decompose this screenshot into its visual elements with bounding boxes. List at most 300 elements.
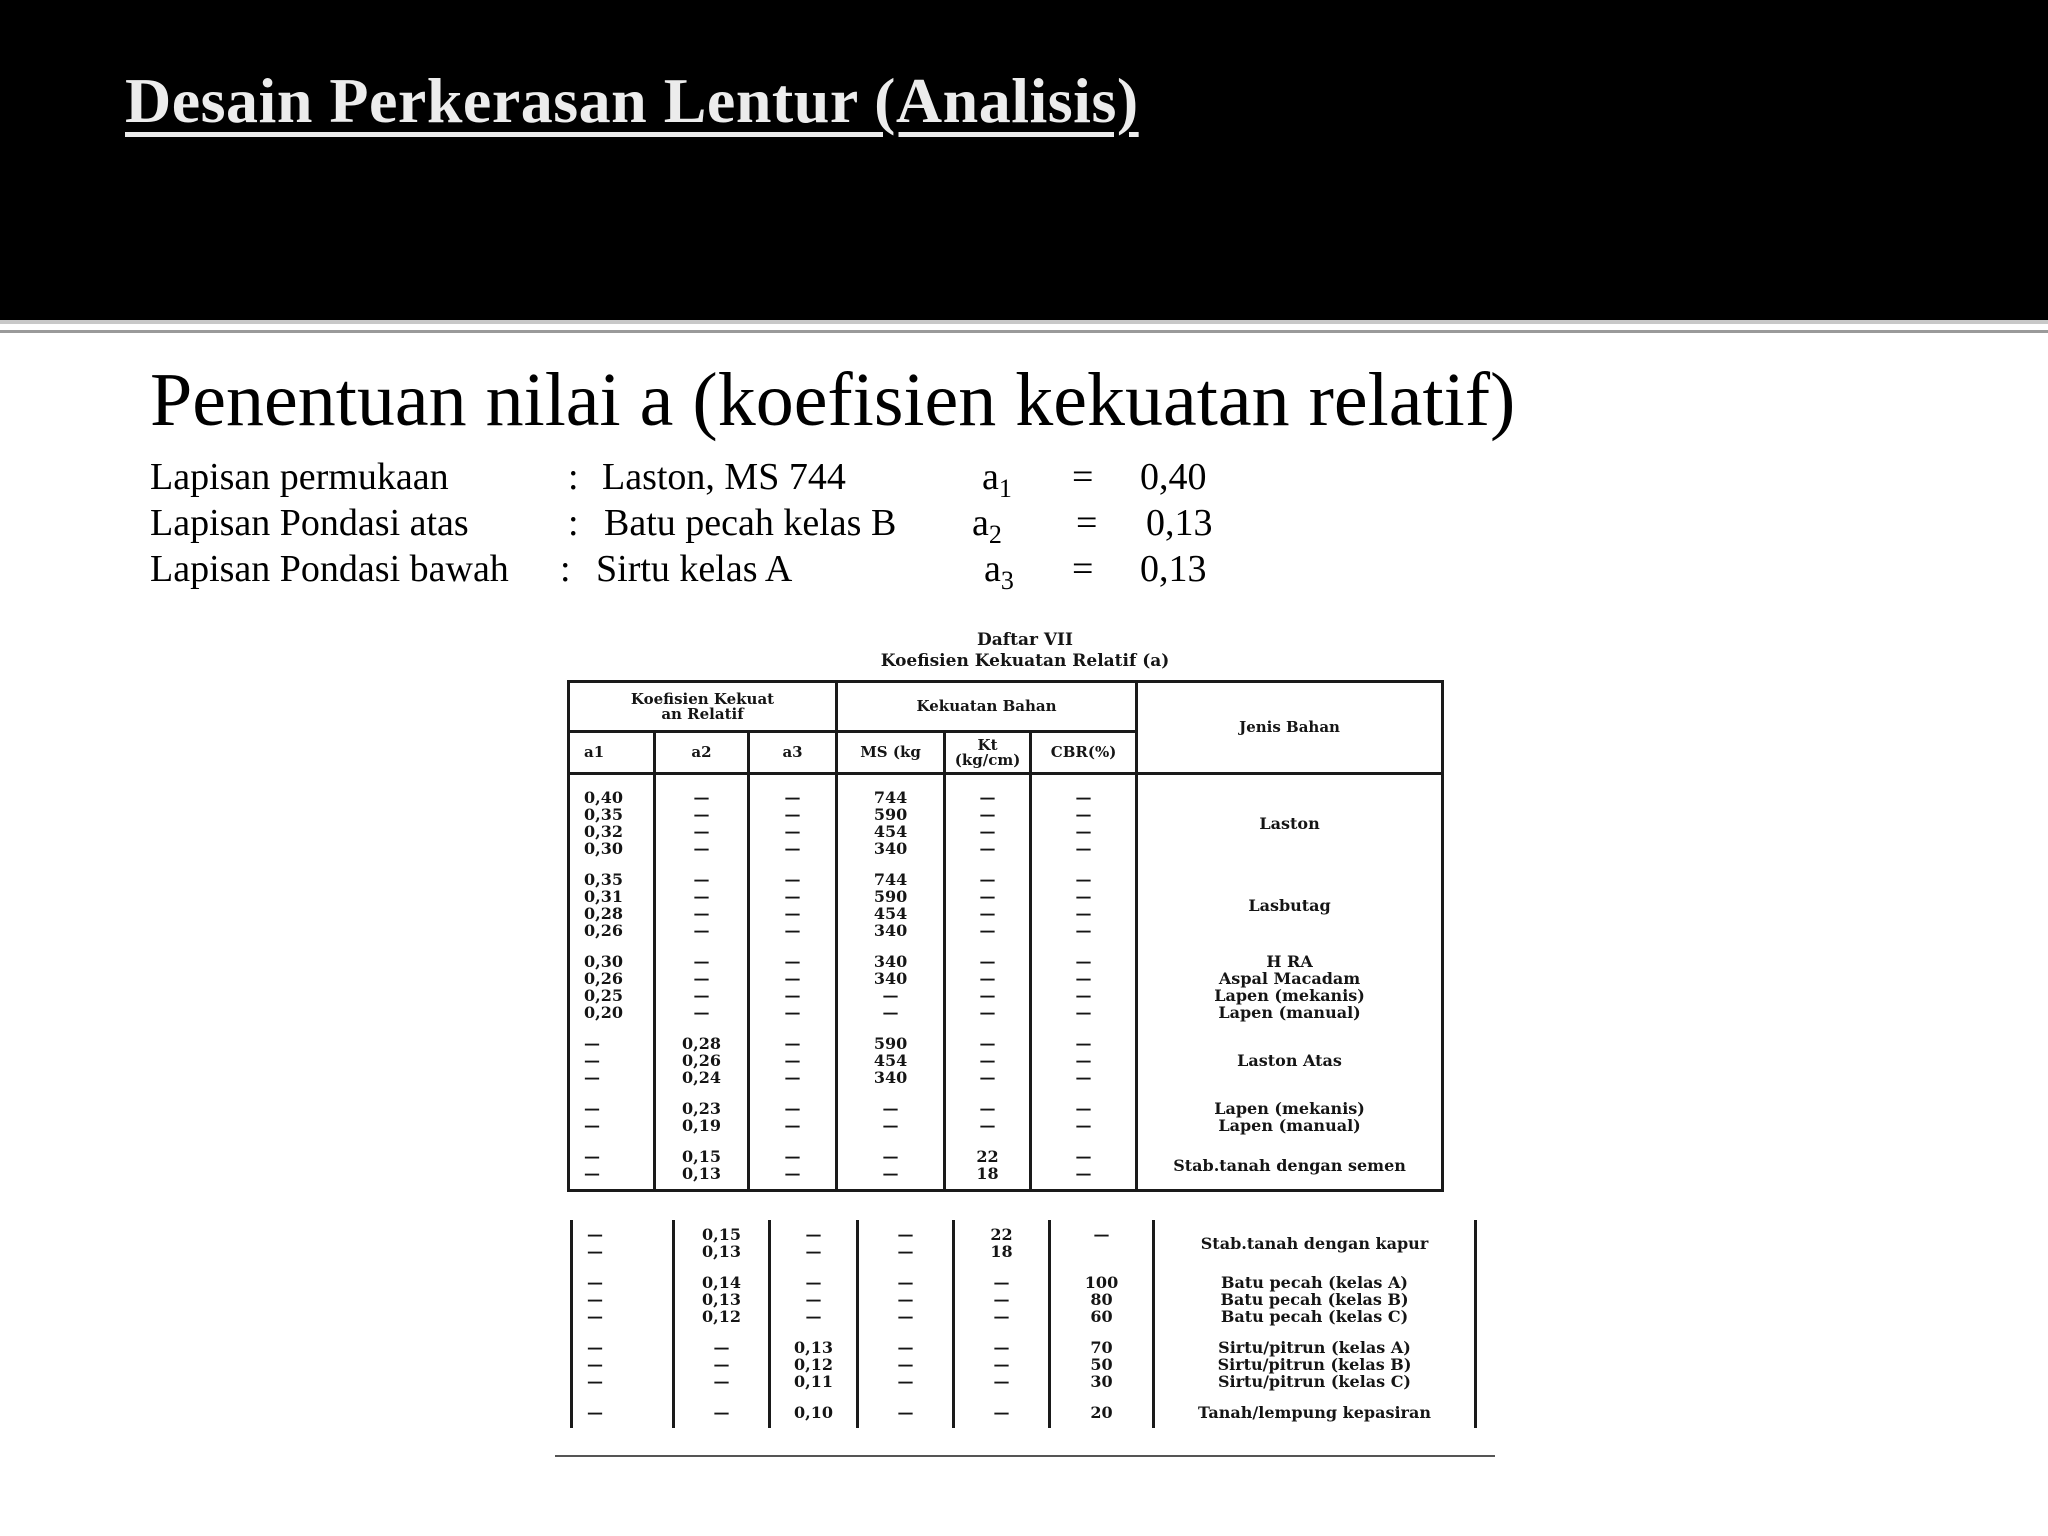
cell-value: — — [979, 822, 996, 841]
cell-value: 70 — [1090, 1338, 1113, 1357]
cell-value: — — [1075, 822, 1092, 841]
cell-a1 — [572, 1332, 674, 1397]
spec-equals: = — [1076, 502, 1098, 544]
cell-value: — — [1093, 1225, 1110, 1244]
cell-cbr — [1031, 1028, 1137, 1093]
cell-ms — [837, 864, 945, 946]
cell-value: — — [784, 887, 801, 906]
header-ms: MS (kg — [837, 732, 945, 774]
cell-value: — — [993, 1307, 1010, 1326]
spec-layer: Lapisan Pondasi bawah — [150, 548, 509, 590]
cell-value: 50 — [1090, 1355, 1113, 1374]
cell-value: Batu pecah (kelas B) — [1220, 1290, 1409, 1309]
spec-symbol-letter: a — [984, 548, 1001, 590]
cell-a3 — [749, 946, 837, 1028]
cell-a1 — [569, 946, 655, 1028]
cell-a2 — [655, 864, 749, 946]
cell-value: 340 — [873, 969, 908, 988]
cell-value: 0,26 — [584, 969, 623, 988]
cell-ms — [858, 1332, 954, 1397]
cell-value: — — [693, 952, 710, 971]
cell-value: 0,11 — [794, 1372, 833, 1391]
cell-value: — — [784, 1116, 801, 1135]
cell-value: — — [979, 904, 996, 923]
header-divider-secondary — [0, 330, 2048, 333]
cell-value: 0,25 — [584, 986, 623, 1005]
cell-value: — — [897, 1242, 914, 1261]
cell-value: 0,40 — [584, 788, 623, 807]
cell-value: — — [693, 839, 710, 858]
cell-value: 0,15 — [702, 1225, 741, 1244]
cell-value: — — [1075, 952, 1092, 971]
cell-value: Batu pecah (kelas C) — [1220, 1307, 1409, 1326]
cell-value: — — [897, 1307, 914, 1326]
cell-value: — — [993, 1273, 1010, 1292]
cell-value: — — [882, 1116, 899, 1135]
cell-jenis — [1137, 774, 1443, 865]
cell-value: 0,30 — [584, 952, 623, 971]
header-a3: a3 — [749, 732, 837, 774]
cell-kt — [945, 774, 1031, 865]
cell-value: — — [587, 1338, 603, 1357]
table-row — [572, 1332, 1476, 1397]
cell-value: — — [584, 1116, 600, 1135]
cell-a2 — [674, 1397, 770, 1428]
cell-value: — — [784, 1051, 801, 1070]
cell-value: — — [1075, 1099, 1092, 1118]
cell-a1 — [569, 1093, 655, 1141]
cell-value: — — [693, 887, 710, 906]
cell-value: — — [587, 1290, 603, 1309]
cell-jenis — [1137, 864, 1443, 946]
cell-kt — [945, 864, 1031, 946]
cell-value: — — [979, 788, 996, 807]
cell-a3 — [749, 1028, 837, 1093]
cell-jenis — [1137, 1141, 1443, 1191]
cell-value: — — [784, 1034, 801, 1053]
cell-value: — — [713, 1338, 730, 1357]
cell-value: — — [993, 1355, 1010, 1374]
spec-value: 0,40 — [1140, 456, 1207, 498]
cell-value: — — [1075, 870, 1092, 889]
cell-value: — — [805, 1290, 822, 1309]
spec-separator: : — [560, 548, 571, 590]
cell-value: — — [587, 1242, 603, 1261]
cell-value: — — [1075, 887, 1092, 906]
cell-jenis — [1154, 1397, 1476, 1428]
cell-value: 454 — [873, 904, 908, 923]
section-heading: Penentuan nilai a (koefisien kekuatan relatif) — [150, 358, 1516, 442]
cell-value: Stab.tanah dengan kapur — [1200, 1233, 1429, 1253]
cell-value: — — [805, 1242, 822, 1261]
cell-kt — [954, 1267, 1050, 1332]
cell-a3 — [770, 1220, 858, 1267]
table-row — [569, 1141, 1443, 1191]
cell-value: 100 — [1084, 1273, 1119, 1292]
cell-ms — [858, 1267, 954, 1332]
cell-value: — — [1075, 1068, 1092, 1087]
cell-value: — — [784, 805, 801, 824]
cell-value: — — [1075, 805, 1092, 824]
header-text: Koefisien Kekuat — [630, 689, 775, 708]
cell-value: — — [584, 1051, 600, 1070]
cell-value: 0,10 — [794, 1403, 833, 1422]
header-a1: a1 — [569, 732, 655, 774]
header-a2: a2 — [655, 732, 749, 774]
cell-value: — — [587, 1273, 603, 1292]
cell-a2 — [655, 774, 749, 865]
cell-value: — — [979, 969, 996, 988]
cell-a3 — [770, 1267, 858, 1332]
cell-value: — — [713, 1372, 730, 1391]
cell-value: 0,26 — [584, 921, 623, 940]
cell-value: 340 — [873, 1068, 908, 1087]
title-bar — [0, 0, 2048, 320]
cell-value: — — [584, 1068, 600, 1087]
cell-value: — — [1075, 839, 1092, 858]
cell-a1 — [569, 1028, 655, 1093]
cell-value: Batu pecah (kelas A) — [1220, 1273, 1408, 1292]
cell-value: — — [882, 1164, 899, 1183]
scanned-coefficient-table — [555, 620, 1495, 1460]
cell-value: Lapen (manual) — [1218, 1116, 1361, 1135]
cell-value: — — [979, 986, 996, 1005]
cell-cbr — [1031, 946, 1137, 1028]
cell-value: — — [587, 1355, 603, 1374]
cell-value: 340 — [873, 952, 908, 971]
cell-value: — — [882, 1003, 899, 1022]
cell-value: 30 — [1090, 1372, 1113, 1391]
cell-value: — — [784, 986, 801, 1005]
coefficient-table-part1 — [567, 680, 1444, 1192]
cell-value: 0,19 — [682, 1116, 721, 1135]
cell-value: — — [897, 1273, 914, 1292]
cell-value: — — [784, 952, 801, 971]
table-caption-title: Koefisien Kekuatan Relatif (a) — [880, 651, 1170, 671]
cell-value: — — [784, 1003, 801, 1022]
cell-value: 590 — [873, 887, 908, 906]
cell-value: 0,30 — [584, 839, 623, 858]
cell-cbr — [1031, 1093, 1137, 1141]
cell-value: 0,15 — [682, 1147, 721, 1166]
cell-value: Lapen (manual) — [1218, 1003, 1361, 1022]
cell-value: — — [693, 986, 710, 1005]
cell-value: — — [979, 805, 996, 824]
cell-value: — — [584, 1034, 600, 1053]
cell-kt — [945, 1141, 1031, 1191]
cell-value: 340 — [873, 921, 908, 940]
cell-value: — — [784, 1147, 801, 1166]
cell-value: — — [979, 839, 996, 858]
cell-a1 — [569, 864, 655, 946]
cell-value: — — [1075, 921, 1092, 940]
cell-value: Laston — [1259, 813, 1320, 833]
cell-value: — — [979, 1034, 996, 1053]
cell-a3 — [770, 1332, 858, 1397]
cell-value: 0,31 — [584, 887, 623, 906]
cell-a2 — [655, 946, 749, 1028]
cell-a2 — [674, 1220, 770, 1267]
cell-value: — — [693, 904, 710, 923]
cell-cbr — [1050, 1397, 1154, 1428]
cell-value: 454 — [873, 822, 908, 841]
cell-value: Sirtu/pitrun (kelas A) — [1218, 1338, 1411, 1357]
cell-value: — — [897, 1403, 914, 1422]
table-row — [572, 1220, 1476, 1267]
table-row — [572, 1397, 1476, 1428]
cell-a3 — [749, 864, 837, 946]
cell-value — [1051, 1243, 1152, 1260]
table-row — [572, 1267, 1476, 1332]
cell-value: — — [805, 1307, 822, 1326]
cell-value: — — [713, 1403, 730, 1422]
page-title: Desain Perkerasan Lentur (Analisis) — [125, 65, 1139, 136]
cell-ms — [837, 946, 945, 1028]
cell-kt — [954, 1332, 1050, 1397]
cell-value: — — [993, 1290, 1010, 1309]
cell-value: — — [784, 1068, 801, 1087]
cell-a3 — [749, 1141, 837, 1191]
header-text: Kt — [977, 735, 998, 754]
cell-ms — [837, 1093, 945, 1141]
cell-value: — — [784, 921, 801, 940]
cell-value: — — [897, 1225, 914, 1244]
cell-a1 — [572, 1220, 674, 1267]
cell-value: 22 — [976, 1147, 999, 1166]
header-material-type: Jenis Bahan — [1137, 682, 1443, 774]
header-divider — [0, 320, 2048, 324]
cell-value: — — [979, 1003, 996, 1022]
cell-value: — — [587, 1372, 603, 1391]
cell-value: — — [993, 1372, 1010, 1391]
cell-value: Tanah/lempung kepasiran — [1198, 1403, 1431, 1422]
cell-value: 0,12 — [702, 1307, 741, 1326]
cell-value: — — [1075, 986, 1092, 1005]
cell-value: — — [693, 1003, 710, 1022]
cell-value: — — [693, 870, 710, 889]
cell-value: — — [979, 921, 996, 940]
cell-a2 — [655, 1093, 749, 1141]
cell-value: 0,35 — [584, 805, 623, 824]
cell-value: — — [993, 1338, 1010, 1357]
cell-value: 0,24 — [682, 1068, 721, 1087]
cell-value: — — [897, 1355, 914, 1374]
cell-value: — — [1075, 1164, 1092, 1183]
cell-value: — — [805, 1273, 822, 1292]
cell-ms — [837, 1141, 945, 1191]
cell-value: — — [897, 1290, 914, 1309]
cell-value: — — [693, 788, 710, 807]
spec-symbol-letter: a — [982, 456, 999, 498]
cell-value: 0,26 — [682, 1051, 721, 1070]
spec-value: 0,13 — [1146, 502, 1213, 544]
spec-equals: = — [1072, 548, 1094, 590]
cell-a1 — [572, 1267, 674, 1332]
cell-value: — — [979, 952, 996, 971]
cell-value: — — [584, 1099, 600, 1118]
spec-equals: = — [1072, 456, 1094, 498]
cell-a2 — [655, 1028, 749, 1093]
cell-value: — — [784, 870, 801, 889]
cell-jenis — [1154, 1332, 1476, 1397]
spec-symbol-sub: 1 — [998, 474, 1012, 503]
cell-kt — [945, 1093, 1031, 1141]
spec-symbol-sub: 3 — [1000, 566, 1014, 595]
cell-value: — — [693, 805, 710, 824]
cell-value: 0,28 — [682, 1034, 721, 1053]
table-row — [569, 1028, 1443, 1093]
cell-value: — — [784, 1164, 801, 1183]
spec-symbol — [984, 546, 1014, 604]
cell-a2 — [655, 1141, 749, 1191]
cell-a2 — [674, 1332, 770, 1397]
cell-value: — — [897, 1338, 914, 1357]
cell-kt — [945, 946, 1031, 1028]
cell-value: Stab.tanah dengan semen — [1173, 1155, 1406, 1175]
cell-value: H RA — [1266, 952, 1313, 971]
header-cbr: CBR(%) — [1031, 732, 1137, 774]
cell-value: — — [587, 1307, 603, 1326]
cell-value: — — [713, 1355, 730, 1374]
cell-a3 — [749, 774, 837, 865]
cell-cbr — [1031, 774, 1137, 865]
cell-kt — [954, 1397, 1050, 1428]
cell-value: — — [784, 969, 801, 988]
cell-value: — — [587, 1225, 603, 1244]
cell-value: 18 — [976, 1164, 999, 1183]
cell-value: 0,12 — [794, 1355, 833, 1374]
cell-value: 0,13 — [702, 1242, 741, 1261]
header-text: (kg/cm) — [954, 750, 1021, 769]
cell-value: — — [784, 822, 801, 841]
cell-value: 0,13 — [682, 1164, 721, 1183]
cell-kt — [945, 1028, 1031, 1093]
cell-jenis — [1137, 946, 1443, 1028]
cell-a3 — [770, 1397, 858, 1428]
cell-value: Lapen (mekanis) — [1214, 986, 1365, 1005]
cell-value: 18 — [990, 1242, 1013, 1261]
cell-value: — — [882, 1147, 899, 1166]
table-row — [569, 774, 1443, 865]
cell-jenis — [1137, 1093, 1443, 1141]
cell-jenis — [1154, 1267, 1476, 1332]
cell-value: 20 — [1090, 1403, 1113, 1422]
coefficient-table-part2 — [570, 1220, 1477, 1428]
cell-value: 0,28 — [584, 904, 623, 923]
cell-value: — — [784, 1099, 801, 1118]
cell-value: — — [979, 870, 996, 889]
table-row — [569, 1093, 1443, 1141]
cell-value: — — [1075, 969, 1092, 988]
cell-value: 80 — [1090, 1290, 1113, 1309]
cell-value: 744 — [873, 788, 908, 807]
cell-a3 — [749, 1093, 837, 1141]
cell-value: 0,20 — [584, 1003, 623, 1022]
spec-material: Sirtu kelas A — [596, 548, 793, 590]
cell-value: Laston Atas — [1237, 1051, 1342, 1070]
cell-value: — — [693, 969, 710, 988]
cell-value: — — [1075, 1003, 1092, 1022]
cell-value: 0,13 — [794, 1338, 833, 1357]
header-relative-coefficient — [569, 682, 837, 732]
cell-value: 0,13 — [702, 1290, 741, 1309]
cell-value: — — [805, 1225, 822, 1244]
cell-a1 — [569, 774, 655, 865]
cell-cbr — [1050, 1332, 1154, 1397]
cell-value: 0,32 — [584, 822, 623, 841]
cell-value: — — [897, 1372, 914, 1391]
cell-value: Lapen (mekanis) — [1214, 1099, 1365, 1118]
cell-value: Aspal Macadam — [1218, 969, 1361, 988]
cell-value: Lasbutag — [1248, 895, 1331, 915]
cell-value: — — [587, 1403, 603, 1422]
cell-value: — — [1075, 788, 1092, 807]
cell-value: — — [979, 1051, 996, 1070]
cell-cbr — [1050, 1267, 1154, 1332]
header-kt — [945, 732, 1031, 774]
table-bottom-rule — [555, 1455, 1495, 1457]
cell-value: 0,35 — [584, 870, 623, 889]
cell-a1 — [569, 1141, 655, 1191]
cell-jenis — [1137, 1028, 1443, 1093]
cell-value: — — [784, 904, 801, 923]
cell-value: 0,14 — [702, 1273, 741, 1292]
spec-separator: : — [568, 456, 579, 498]
cell-value: 590 — [873, 1034, 908, 1053]
cell-value: — — [882, 1099, 899, 1118]
table-row — [569, 864, 1443, 946]
cell-value: — — [584, 1164, 600, 1183]
cell-value: 454 — [873, 1051, 908, 1070]
cell-value: 744 — [873, 870, 908, 889]
spec-layer: Lapisan Pondasi atas — [150, 502, 469, 544]
cell-value: — — [979, 1068, 996, 1087]
cell-value: 340 — [873, 839, 908, 858]
cell-jenis — [1154, 1220, 1476, 1267]
cell-kt — [954, 1220, 1050, 1267]
header-material-strength: Kekuatan Bahan — [837, 682, 1137, 732]
cell-value: — — [784, 788, 801, 807]
cell-a2 — [674, 1267, 770, 1332]
cell-a1 — [572, 1397, 674, 1428]
cell-ms — [858, 1397, 954, 1428]
spec-layer: Lapisan permukaan — [150, 456, 449, 498]
spec-symbol-sub: 2 — [988, 520, 1002, 549]
table-caption-number: Daftar VII — [977, 630, 1073, 650]
cell-value: — — [993, 1403, 1010, 1422]
header-text: an Relatif — [661, 704, 744, 723]
cell-value: 60 — [1090, 1307, 1113, 1326]
spec-symbol-letter: a — [972, 502, 989, 544]
cell-ms — [837, 1028, 945, 1093]
spec-separator: : — [568, 502, 579, 544]
cell-value: — — [1075, 1034, 1092, 1053]
cell-value: — — [693, 822, 710, 841]
cell-value: — — [584, 1147, 600, 1166]
table-row — [569, 946, 1443, 1028]
cell-value: 590 — [873, 805, 908, 824]
cell-value: — — [979, 1116, 996, 1135]
cell-value: 0,23 — [682, 1099, 721, 1118]
cell-cbr — [1050, 1220, 1154, 1267]
cell-value: — — [1075, 1051, 1092, 1070]
cell-value: 22 — [990, 1225, 1013, 1244]
spec-material: Laston, MS 744 — [602, 456, 846, 498]
cell-value: — — [784, 839, 801, 858]
cell-ms — [837, 774, 945, 865]
cell-value: Sirtu/pitrun (kelas C) — [1217, 1372, 1411, 1391]
spec-value: 0,13 — [1140, 548, 1207, 590]
